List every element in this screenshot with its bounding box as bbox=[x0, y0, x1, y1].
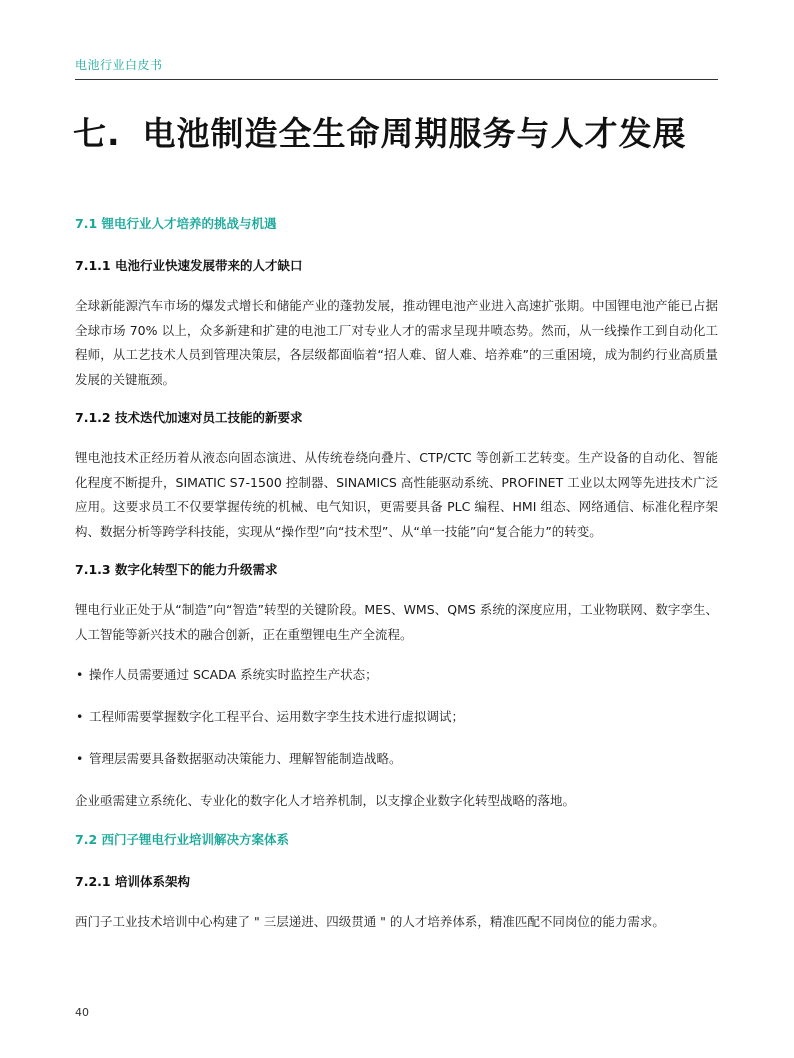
paragraph-7-1-3: 锂电行业正处于从“制造”向“智造”转型的关键阶段。MES、WMS、QMS 系统的深度应用，工业物联网、数字孪生、人工智能等新兴技术的融合创新，正在重塑锂电生产全流程。 bbox=[75, 602, 718, 642]
page-number: 40 bbox=[75, 1006, 89, 1019]
list-item bbox=[75, 705, 718, 729]
paragraph-7-2-1: 西门子工业技术培训中心构建了 " 三层递进、四级贯通 " 的人才培养体系，精准匹配不同岗位的能力需求。 bbox=[75, 913, 665, 929]
list-item-text: 管理层需要具备数据驱动决策能力、理解智能制造战略。 bbox=[89, 751, 402, 766]
main-content bbox=[75, 214, 718, 950]
list-item bbox=[75, 747, 718, 771]
bullet-list bbox=[75, 663, 718, 771]
subsection-title-7-1-2: 7.1.2 技术迭代加速对员工技能的新要求 bbox=[75, 410, 303, 425]
section-title-7-2: 7.2 西门子锂电行业培训解决方案体系 bbox=[75, 831, 289, 847]
paragraph-7-1-1: 全球新能源汽车市场的爆发式增长和储能产业的蓬勃发展，推动锂电池产业进入高速扩张期。中国锂电池产能已占据全球市场 70% 以上，众多新建和扩建的电池工厂对专业人才的需求呈现井喷态势。然而，从一线操作工到自动化工程师，从工艺技术人员到管理决策层，各层级都面临着“招人难、留人难、培养难”的三重困境，成为制约行业高质量发展的关键瓶颈。 bbox=[75, 298, 718, 387]
chapter-number: 七. bbox=[73, 114, 121, 153]
bullet-icon: • bbox=[76, 751, 84, 766]
header-divider bbox=[75, 79, 718, 80]
bullet-icon: • bbox=[76, 709, 84, 724]
subsection-title-7-1-3: 7.1.3 数字化转型下的能力升级需求 bbox=[75, 562, 278, 577]
paragraph-7-1-3-closing: 企业亟需建立系统化、专业化的数字化人才培养机制，以支撑企业数字化转型战略的落地。 bbox=[75, 793, 576, 808]
paragraph-7-1-2: 锂电池技术正经历着从液态向固态演进、从传统卷绕向叠片、CTP/CTC 等创新工艺转变。生产设备的自动化、智能化程度不断提升，SIMATIC S7-1500 控制器、SINAMICS 高性能驱动系统、PROFINET 工业以太网等先进技术广泛应用。这要求员工不仅要掌握传统的机械、电气知识，更需要具备 PLC 编程、HMI 组态、网络通信、标准化程序架构、数据分析等跨学科技能，实现从“操作型”向“技术型”、从“单一技能”向“复合能力”的转变。 bbox=[75, 450, 718, 539]
chapter-title-text: 电池制造全生命周期服务与人才发展 bbox=[142, 114, 687, 153]
list-item-text: 操作人员需要通过 SCADA 系统实时监控生产状态； bbox=[89, 667, 378, 682]
subsection-title-7-2-1: 7.2.1 培训体系架构 bbox=[75, 873, 190, 889]
section-title-7-1: 7.1 锂电行业人才培养的挑战与机遇 bbox=[75, 216, 277, 231]
bullet-icon: • bbox=[76, 667, 84, 682]
running-header: 电池行业白皮书 bbox=[75, 58, 163, 72]
subsection-title-7-1-1: 7.1.1 电池行业快速发展带来的人才缺口 bbox=[75, 258, 303, 273]
list-item bbox=[75, 663, 718, 687]
chapter-title bbox=[73, 108, 687, 155]
list-item-text: 工程师需要掌握数字化工程平台、运用数字孪生技术进行虚拟调试； bbox=[89, 709, 465, 724]
